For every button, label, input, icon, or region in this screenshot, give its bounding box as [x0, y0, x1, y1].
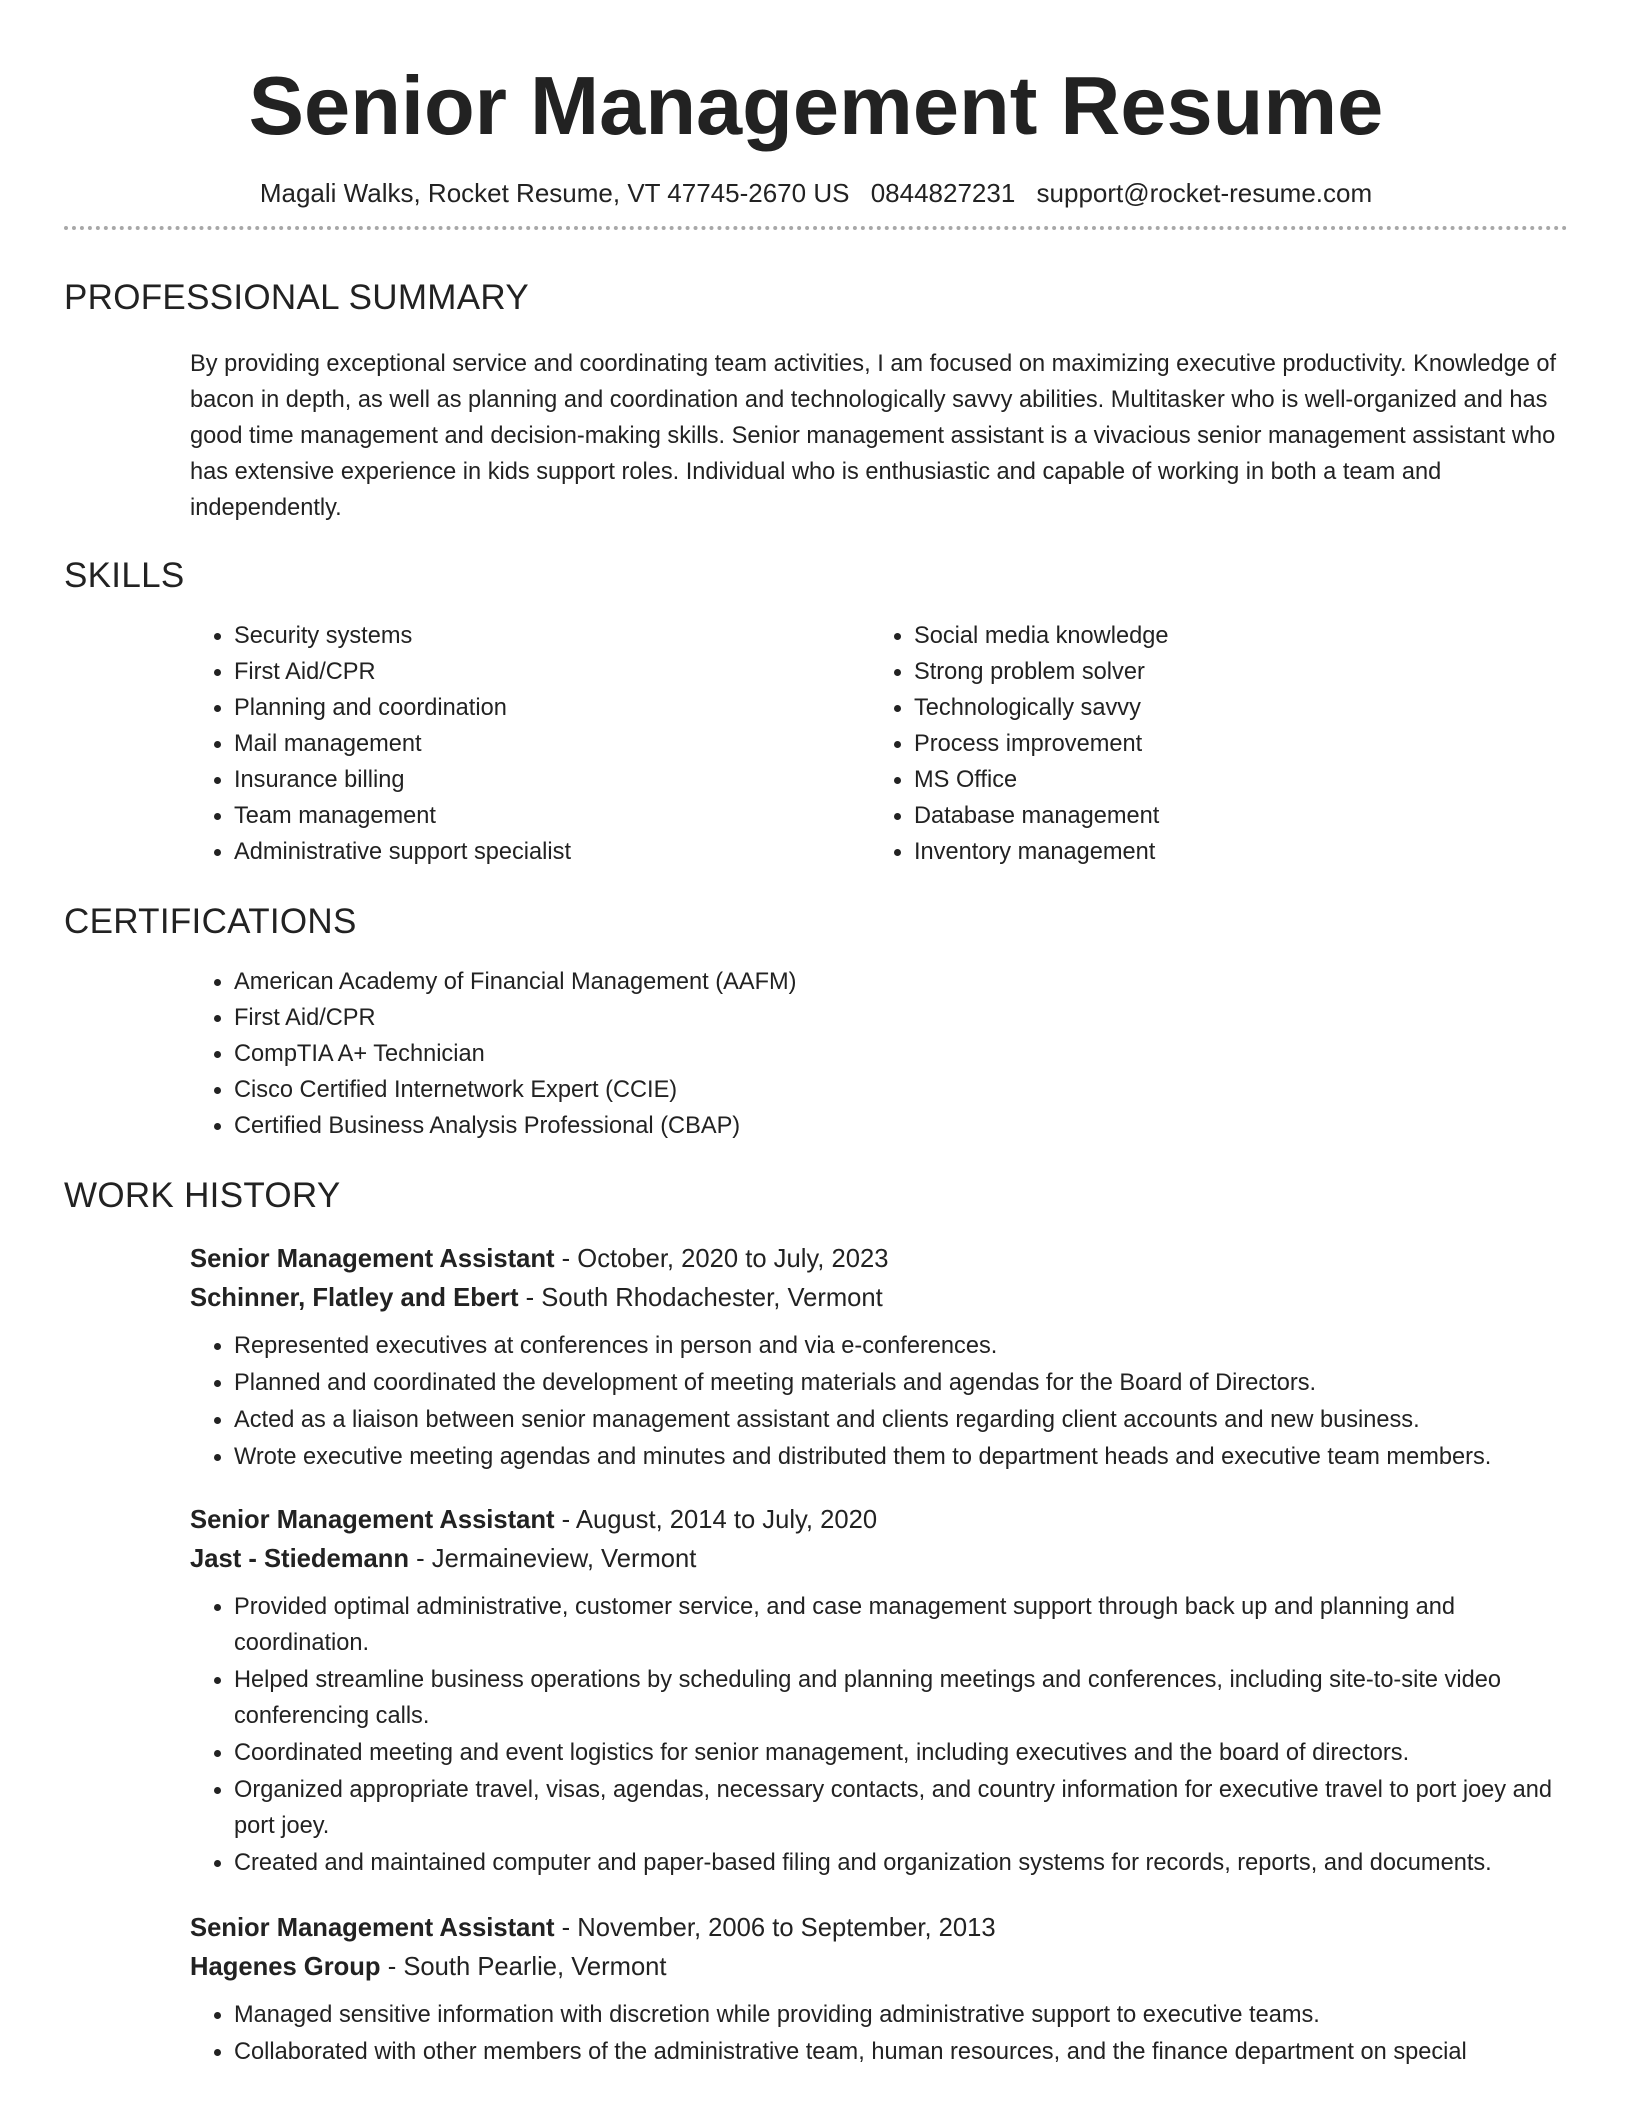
header-divider [64, 226, 1568, 230]
skill-item: • First Aid/CPR [234, 654, 870, 690]
certification-item: • CompTIA A+ Technician [234, 1036, 1568, 1072]
skill-item: • MS Office [914, 762, 1550, 798]
job-bullet: • Wrote executive meeting agendas and minutes and distributed them to department heads and executive team members. [234, 1439, 1568, 1475]
skill-item: • Strong problem solver [914, 654, 1550, 690]
summary-text: By providing exceptional service and coordinating team activities, I am focused on maximizing executive productivity. Knowledge of bacon in depth, as well as planning and coordination and technologically savvy abilities. Multitasker who is well-organized and has good time management and decision-making skills. Senior management assistant is a vivacious senior management assistant who has extensive experience in kids support roles. Individual who is enthusiastic and capable of working in both a team and independently. [190, 351, 1557, 521]
section-title-certifications: CERTIFICATIONS [64, 902, 357, 941]
job-role: Senior Management Assistant [190, 1245, 555, 1273]
skills-list-right [870, 618, 1550, 870]
certifications-list [190, 964, 1568, 1144]
job-location: - South Pearlie, Vermont [380, 1953, 667, 1981]
job-bullet: • Represented executives at conferences in person and via e-conferences. [234, 1328, 1568, 1364]
job-location: - Jermaineview, Vermont [409, 1545, 697, 1573]
job-bullets [190, 1997, 1568, 2070]
skill-item: • Mail management [234, 726, 870, 762]
job-role: Senior Management Assistant [190, 1506, 555, 1534]
job-dates: - August, 2014 to July, 2020 [554, 1506, 878, 1534]
skills-columns [190, 618, 1568, 870]
job-role-line [190, 1240, 1568, 1279]
job-bullet: • Managed sensitive information with discretion while providing administrative support to executive teams. [234, 1997, 1568, 2033]
job-company-line [190, 1279, 1568, 1318]
job-role-line [190, 1909, 1568, 1948]
job-location: - South Rhodachester, Vermont [518, 1284, 883, 1312]
certification-item: • First Aid/CPR [234, 1000, 1568, 1036]
job-bullet: • Created and maintained computer and paper-based filing and organization systems for records, reports, and documents. [234, 1845, 1568, 1881]
skill-item: • Planning and coordination [234, 690, 870, 726]
job-bullet: • Coordinated meeting and event logistics for senior management, including executives and the board of directors. [234, 1735, 1568, 1771]
job-role: Senior Management Assistant [190, 1914, 555, 1942]
job-bullet: • Helped streamline business operations by scheduling and planning meetings and conferences, including site-to-site video conferencing calls. [234, 1662, 1568, 1734]
job-dates: - November, 2006 to September, 2013 [554, 1914, 996, 1942]
resume-title: Senior Management Resume [248, 59, 1384, 152]
skills-list-left [190, 618, 870, 870]
skill-item: • Social media knowledge [914, 618, 1550, 654]
job-bullets [190, 1328, 1568, 1475]
section-title-skills: SKILLS [64, 556, 185, 595]
job-company-line [190, 1948, 1568, 1987]
job-bullet: • Organized appropriate travel, visas, agendas, necessary contacts, and country information for executive travel to port joey and port joey. [234, 1772, 1568, 1844]
skill-item: • Technologically savvy [914, 690, 1550, 726]
skill-item: • Insurance billing [234, 762, 870, 798]
job-bullet: • Collaborated with other members of the administrative team, human resources, and the finance department on special [234, 2034, 1568, 2070]
job-entry [190, 1240, 1568, 1475]
job-company: Jast - Stiedemann [190, 1545, 410, 1573]
section-title-work-history: WORK HISTORY [64, 1176, 341, 1215]
job-bullet: • Provided optimal administrative, customer service, and case management support through back up and planning and coordination. [234, 1589, 1568, 1661]
skill-item: • Inventory management [914, 834, 1550, 870]
skill-item: • Team management [234, 798, 870, 834]
job-entry [190, 1909, 1568, 2070]
contact-address: Magali Walks, Rocket Resume, VT 47745-2670 US [259, 178, 850, 208]
certification-item: • Certified Business Analysis Professional (CBAP) [234, 1108, 1568, 1144]
certifications-block [190, 964, 1568, 1144]
skill-item: • Security systems [234, 618, 870, 654]
job-bullets [190, 1589, 1568, 1881]
skill-item: • Administrative support specialist [234, 834, 870, 870]
skill-item: • Database management [914, 798, 1550, 834]
skill-item: • Process improvement [914, 726, 1550, 762]
contact-phone: 0844827231 [870, 178, 1016, 208]
job-entry [190, 1501, 1568, 1881]
job-company: Schinner, Flatley and Ebert [190, 1284, 519, 1312]
job-dates: - October, 2020 to July, 2023 [554, 1245, 889, 1273]
certification-item: • Cisco Certified Internetwork Expert (CCIE) [234, 1072, 1568, 1108]
job-bullet: • Acted as a liaison between senior management assistant and clients regarding client accounts and new business. [234, 1402, 1568, 1438]
job-company: Hagenes Group [190, 1953, 381, 1981]
job-bullet: • Planned and coordinated the development of meeting materials and agendas for the Board of Directors. [234, 1365, 1568, 1401]
section-title-summary: PROFESSIONAL SUMMARY [64, 278, 529, 317]
job-role-line [190, 1501, 1568, 1540]
contact-line [64, 176, 1568, 210]
contact-email: support@rocket-resume.com [1036, 178, 1373, 208]
certification-item: • American Academy of Financial Management (AAFM) [234, 964, 1568, 1000]
job-company-line [190, 1540, 1568, 1579]
